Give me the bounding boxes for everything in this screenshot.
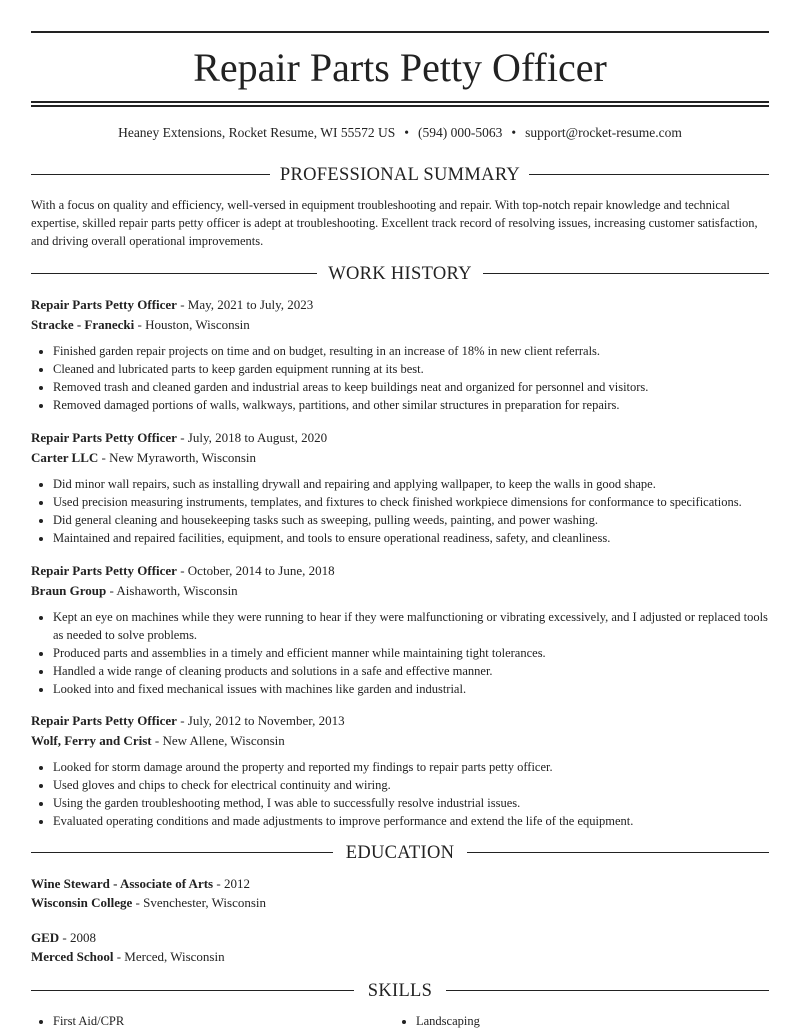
edu-year: 2008	[70, 930, 97, 945]
education-entry: GED - 2008 Merced School - Merced, Wisconsin	[31, 930, 225, 964]
section-rule-right	[483, 273, 769, 274]
job-dates: July, 2018 to August, 2020	[187, 430, 328, 445]
section-title: PROFESSIONAL SUMMARY	[279, 165, 521, 185]
job-bullet: • Used gloves and chips to check for electrical continuity and wiring.	[53, 776, 769, 794]
job-title: Repair Parts Petty Officer	[31, 430, 177, 445]
contact-email: support@rocket-resume.com	[525, 125, 682, 140]
job-title: Repair Parts Petty Officer	[31, 713, 177, 728]
edu-location: Svenchester, Wisconsin	[143, 895, 267, 910]
job-dates: October, 2014 to June, 2018	[187, 563, 335, 578]
job-bullet: • Removed damaged portions of walls, walkways, partitions, and other similar structures in preparation for repairs.	[53, 396, 769, 414]
job-dates: May, 2021 to July, 2023	[187, 297, 314, 312]
job-bullet: • Kept an eye on machines while they were running to hear if they were malfunctioning or vibrating excessively, and I adjusted or replaced tools as needed to solve problems.	[53, 608, 769, 644]
edu-location: Merced, Wisconsin	[124, 949, 225, 964]
job-bullet: • Used precision measuring instruments, templates, and fixtures to check finished workpiece dimensions for conformance to specifications.	[53, 493, 769, 511]
section-header-skills	[31, 979, 769, 1003]
skill-item: • Landscaping	[416, 1012, 480, 1030]
section-title: SKILLS	[367, 981, 433, 1001]
job-bullets	[31, 475, 769, 547]
title-rule-upper	[31, 101, 769, 103]
section-header-summary	[31, 163, 769, 187]
edu-degree: GED	[31, 930, 60, 945]
summary-text: With a focus on quality and efficiency, well-versed in equipment troubleshooting and repair. With top-notch repair knowledge and technical expertise, skilled repair parts petty officer is adept at troubleshooting. Excellent track record of resolving issues, increasing customer satisfaction, and driving overall operational improvements.	[31, 198, 758, 248]
job-entry: Repair Parts Petty Officer - October, 2014 to June, 2018 Braun Group - Aishaworth, Wisconsin • Kept an eye on machines while they were running to hear if they were malfunctioning or vibrating excessively, and I adjusted or replaced tools as needed to solve problems. • Produced parts and assemblies in a timely and efficient manner while maintaining tight tolerances. • Handled a wide range of cleaning products and solutions in a safe and effective manner. • Looked into and fixed mechanical issues with machines like garden and industrial.	[31, 561, 769, 698]
job-bullet: • Maintained and repaired facilities, equipment, and tools to ensure operational readiness, safety, and cleanliness.	[53, 529, 769, 547]
edu-year: 2012	[223, 876, 250, 891]
contact-address: Heaney Extensions, Rocket Resume, WI 55572 US	[118, 125, 396, 140]
edu-school: Wisconsin College	[31, 895, 133, 910]
skill-item: • First Aid/CPR	[53, 1012, 124, 1030]
skills-column-right	[394, 1012, 480, 1030]
job-title: Repair Parts Petty Officer	[31, 563, 177, 578]
section-header-education	[31, 841, 769, 865]
section-rule-right	[529, 174, 769, 175]
section-header-work	[31, 262, 769, 286]
job-location: Houston, Wisconsin	[145, 317, 250, 332]
job-title: Repair Parts Petty Officer	[31, 297, 177, 312]
job-bullet: • Evaluated operating conditions and made adjustments to improve performance and extend the life of the equipment.	[53, 812, 769, 830]
contact-phone: (594) 000-5063	[418, 125, 503, 140]
job-bullet: • Looked for storm damage around the property and reported my findings to repair parts petty officer.	[53, 758, 769, 776]
job-company: Stracke - Franecki	[31, 317, 135, 332]
section-title: EDUCATION	[345, 843, 455, 863]
job-bullet: • Handled a wide range of cleaning products and solutions in a safe and effective manner.	[53, 662, 769, 680]
job-bullet: • Using the garden troubleshooting method, I was able to successfully resolve industrial issues.	[53, 794, 769, 812]
job-location: New Allene, Wisconsin	[162, 733, 285, 748]
edu-school: Merced School	[31, 949, 114, 964]
edu-degree: Wine Steward - Associate of Arts	[31, 876, 214, 891]
job-company: Wolf, Ferry and Crist	[31, 733, 152, 748]
job-bullet: • Did minor wall repairs, such as installing drywall and repairing and applying wallpaper, to keep the walls in good shape.	[53, 475, 769, 493]
bullet-separator: •	[511, 125, 517, 140]
job-location: Aishaworth, Wisconsin	[116, 583, 238, 598]
education-entry: Wine Steward - Associate of Arts - 2012 Wisconsin College - Svenchester, Wisconsin	[31, 876, 267, 910]
job-bullets	[31, 758, 769, 830]
skills-column-left	[31, 1012, 124, 1030]
section-rule-right	[467, 852, 769, 853]
job-company: Carter LLC	[31, 450, 99, 465]
job-company: Braun Group	[31, 583, 107, 598]
job-location: New Myraworth, Wisconsin	[109, 450, 257, 465]
job-bullet: • Finished garden repair projects on time and on budget, resulting in an increase of 18% in new client referrals.	[53, 342, 769, 360]
job-bullet: • Produced parts and assemblies in a timely and efficient manner while maintaining tight tolerances.	[53, 644, 769, 662]
job-entry: Repair Parts Petty Officer - July, 2012 to November, 2013 Wolf, Ferry and Crist - New Allene, Wisconsin • Looked for storm damage around the property and reported my findings to repair parts petty officer. • Used gloves and chips to check for electrical continuity and wiring. • Using the garden troubleshooting method, I was able to successfully resolve industrial issues. • Evaluated operating conditions and made adjustments to improve performance and extend the life of the equipment.	[31, 711, 769, 830]
job-bullet: • Removed trash and cleaned garden and industrial areas to keep buildings neat and organized for personnel and visitors.	[53, 378, 769, 396]
job-bullets	[31, 608, 769, 698]
job-entry: Repair Parts Petty Officer - July, 2018 to August, 2020 Carter LLC - New Myraworth, Wisconsin • Did minor wall repairs, such as installing drywall and repairing and applying wallpaper, to keep the walls in good shape. • Used precision measuring instruments, templates, and fixtures to check finished workpiece dimensions for conformance to specifications. • Did general cleaning and housekeeping tasks such as sweeping, pulling weeds, painting, and power washing. • Maintained and repaired facilities, equipment, and tools to ensure operational readiness, safety, and cleanliness.	[31, 428, 769, 547]
contact-line	[31, 124, 769, 142]
job-bullet: • Did general cleaning and housekeeping tasks such as sweeping, pulling weeds, painting, and power washing.	[53, 511, 769, 529]
top-rule	[31, 31, 769, 33]
job-bullet: • Looked into and fixed mechanical issues with machines like garden and industrial.	[53, 680, 769, 698]
job-entry: Repair Parts Petty Officer - May, 2021 to July, 2023 Stracke - Franecki - Houston, Wisconsin • Finished garden repair projects on time and on budget, resulting in an increase of 18% in new client referrals. • Cleaned and lubricated parts to keep garden equipment running at its best. • Removed trash and cleaned garden and industrial areas to keep buildings neat and organized for personnel and visitors. • Removed damaged portions of walls, walkways, partitions, and other similar structures in preparation for repairs.	[31, 295, 769, 414]
section-rule-right	[446, 990, 769, 991]
page-title: Repair Parts Petty Officer	[193, 45, 607, 90]
job-bullets	[31, 342, 769, 414]
bullet-separator: •	[404, 125, 410, 140]
job-dates: July, 2012 to November, 2013	[187, 713, 345, 728]
title-rule-lower	[31, 105, 769, 107]
section-title: WORK HISTORY	[328, 264, 472, 284]
job-bullet: • Cleaned and lubricated parts to keep garden equipment running at its best.	[53, 360, 769, 378]
